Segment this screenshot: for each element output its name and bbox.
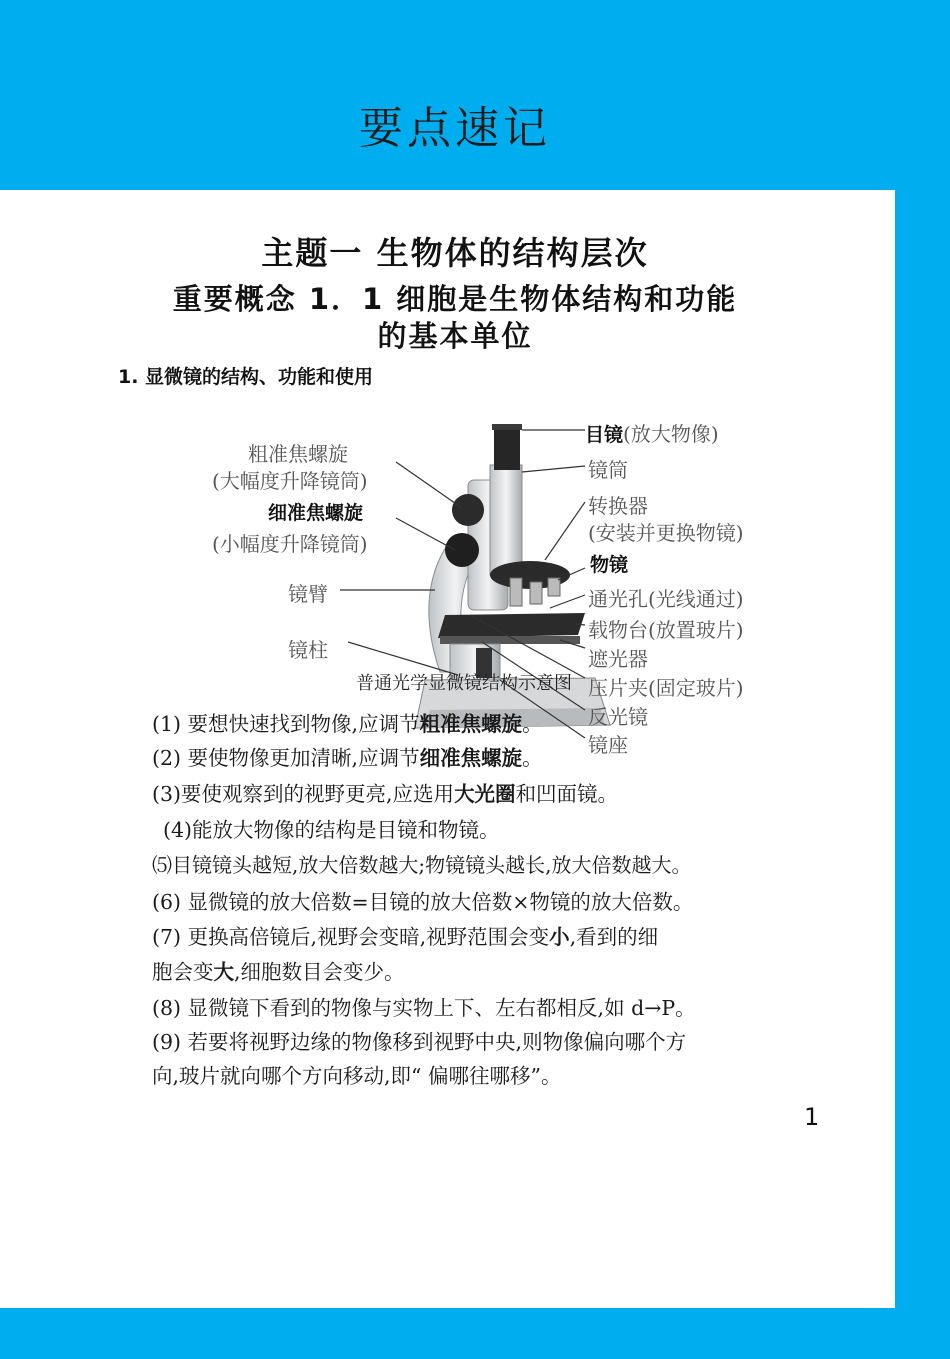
label-nosepiece-note: (安装并更换物镜) (588, 521, 744, 545)
section-heading: 1. 显微镜的结构、功能和使用 (118, 366, 374, 388)
page-header-band (0, 0, 950, 190)
note-2: (2) 要使物像更加清晰,应调节细准焦螺旋。 (152, 746, 543, 770)
label-coarse-focus: 粗准焦螺旋 (248, 442, 348, 466)
header-title: 要点速记 (359, 103, 551, 154)
label-eyepiece-note: (放大物像) (623, 422, 719, 446)
label-diaphragm: 遮光器 (588, 647, 648, 671)
note-4: (4)能放大物像的结构是目镜和物镜。 (163, 818, 500, 842)
note-3: (3)要使观察到的视野更亮,应选用大光圈和凹面镜。 (152, 782, 619, 806)
topic-title: 主题一 生物体的结构层次 (261, 234, 649, 272)
note-1: (1) 要想快速找到物像,应调节粗准焦螺旋。 (152, 712, 543, 736)
note-6: (6) 显微镜的放大倍数=目镜的放大倍数×物镜的放大倍数。 (152, 890, 694, 914)
label-tube: 镜筒 (588, 458, 628, 482)
note-7-line1: (7) 更换高倍镜后,视野会变暗,视野范围会变小,看到的细 (152, 925, 659, 949)
label-aperture: 通光孔(光线通过) (588, 587, 744, 611)
note-5: ⑸目镜镜头越短,放大倍数越大;物镜镜头越长,放大倍数越大。 (152, 853, 692, 877)
note-9-line1: (9) 若要将视野边缘的物像移到视野中央,则物像偏向哪个方 (152, 1030, 687, 1054)
label-base: 镜座 (588, 733, 628, 757)
microscope-diagram (200, 410, 800, 755)
note-9-line2: 向,玻片就向哪个方向移动,即“ 偏哪往哪移”。 (152, 1064, 562, 1088)
label-pillar: 镜柱 (288, 638, 328, 662)
note-8: (8) 显微镜下看到的物像与实物上下、左右都相反,如 d→P。 (152, 996, 696, 1020)
label-clip: 压片夹(固定玻片) (588, 676, 744, 700)
label-stage: 载物台(放置玻片) (588, 618, 744, 642)
label-fine-focus: 细准焦螺旋 (268, 502, 364, 524)
label-eyepiece-row (585, 418, 719, 447)
diagram-caption: 普通光学显微镜结构示意图 (356, 673, 572, 694)
label-fine-focus-note: (小幅度升降镜筒) (212, 532, 368, 556)
concept-title-line1: 重要概念 1．1 细胞是生物体结构和功能 (172, 282, 738, 316)
page-number: 1 (804, 1103, 820, 1131)
label-eyepiece: 目镜 (585, 424, 624, 446)
label-nosepiece: 转换器 (588, 494, 648, 518)
note-7-line2: 胞会变大,细胞数目会变少。 (152, 960, 405, 984)
concept-title-line2: 的基本单位 (377, 319, 533, 353)
label-objective: 物镜 (590, 554, 629, 576)
label-mirror: 反光镜 (588, 705, 648, 729)
label-arm: 镜臂 (288, 582, 328, 606)
label-coarse-focus-note: (大幅度升降镜筒) (212, 469, 368, 493)
